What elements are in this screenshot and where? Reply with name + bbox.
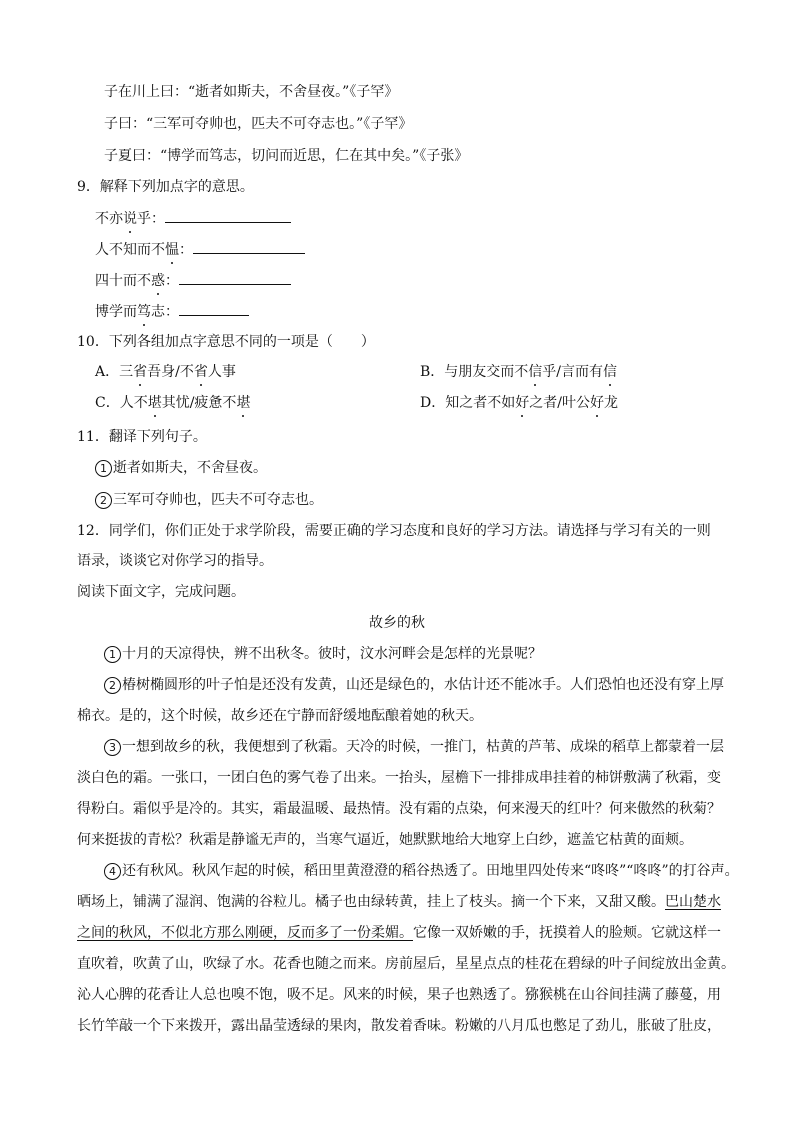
article-p2-line-2: 棉衣。是的，这个时候，故乡还在宁静而舒缓地酝酿着她的秋天。	[77, 708, 483, 724]
circled-number: 2	[104, 677, 121, 694]
article-p4-line-1: 4 还有秋风。秋风乍起的时候，稻田里黄澄澄的稻谷热透了。田地里四处传来“咚咚”“咚咚”的打谷声。	[104, 861, 739, 881]
q11-item-2: 2 三军可夺帅也，匹夫不可夺志也。	[95, 490, 323, 510]
q12-line-2: 语录，谈谈它对你学习的指导。	[77, 553, 273, 569]
article-p4-line-3: 之间的秋风，不似北方那么刚硬，反而多了一份柔媚。它像一双娇嫩的手，抚摸着人的脸颊。它就这样一	[77, 925, 721, 941]
q9-prompt: 9．解释下列加点字的意思。	[77, 179, 254, 195]
circled-number: 1	[95, 460, 112, 477]
underlined-sentence: 巴山楚水	[665, 894, 721, 910]
circled-number: 3	[104, 739, 121, 756]
article-p3-line-2: 淡白色的霜。一张口，一团白色的雾气卷了出来。一抬头，屋檐下一排排成串挂着的柿饼敷满了秋霜，变	[77, 770, 721, 786]
circled-number: 1	[104, 646, 121, 663]
article-p3-line-4: 何来挺拔的青松？秋霜是静谧无声的，当寒气逼近，她默默地给大地穿上白纱，遮盖它枯黄的面颊。	[77, 832, 693, 848]
q10-option-a[interactable]: A．三省吾身/不省人事	[95, 364, 236, 380]
article-p4-line-2: 晒场上，铺满了湿润、饱满的谷粒儿。橘子也由绿转黄，挂上了枝头。摘一个下来，又甜又酸。巴山楚水	[77, 894, 721, 910]
q9-item-4: 博学而笃志：	[95, 301, 249, 322]
q10-prompt: 10．下列各组加点字意思不同的一项是（ ）	[77, 334, 375, 350]
answer-blank[interactable]	[179, 301, 249, 316]
reading-instruction: 阅读下面文字，完成问题。	[77, 584, 245, 600]
q12-line-1: 12．同学们，你们正处于求学阶段，需要正确的学习态度和良好的学习方法。请选择与学习有关的一则	[77, 523, 711, 539]
q11-prompt: 11．翻译下列句子。	[77, 429, 207, 445]
article-p3-line-1: 3 一想到故乡的秋，我便想到了秋霜。天冷的时候，一推门，枯黄的芦苇、成垛的稻草上都蒙着一层	[104, 737, 724, 757]
article-p4-line-6: 长竹竿敲一个下来拨开，露出晶莹透绿的果肉，散发着香味。粉嫩的八月瓜也憋足了劲儿，胀破了肚皮，	[77, 1018, 721, 1034]
article-p1: 1 十月的天凉得快，辨不出秋冬。彼时，汶水河畔会是怎样的光景呢？	[104, 644, 542, 664]
quote-2: 子曰：“三军可夺帅也，匹夫不可夺志也。”《子罕》	[104, 116, 413, 132]
underlined-sentence: 之间的秋风，不似北方那么刚硬，反而多了一份柔媚。	[77, 925, 413, 941]
q10-option-d[interactable]: D．知之者不如好之者/叶公好龙	[420, 395, 618, 411]
q10-option-c[interactable]: C．人不堪其忧/疲惫不堪	[95, 395, 251, 411]
circled-number: 4	[104, 863, 121, 880]
q9-item-2: 人不知而不愠：	[95, 239, 305, 260]
quote-3: 子夏曰：“博学而笃志，切问而近思，仁在其中矣。”《子张》	[104, 148, 469, 164]
answer-blank[interactable]	[165, 208, 291, 223]
q10-option-b[interactable]: B．与朋友交而不信乎/言而有信	[420, 364, 618, 380]
q9-item-1: 不亦说乎：	[95, 208, 291, 229]
q9-item-3: 四十而不惑：	[95, 270, 291, 291]
answer-blank[interactable]	[193, 239, 305, 254]
article-p4-line-4: 直吹着，吹黄了山，吹绿了水。花香也随之而来。房前屋后，星星点点的桂花在碧绿的叶子间绽放出金黄。	[77, 956, 735, 972]
q11-item-1: 1 逝者如斯夫，不舍昼夜。	[95, 458, 267, 478]
article-p3-line-3: 得粉白。霜似乎是冷的。其实，霜最温暖、最热情。没有霜的点染，何来漫天的红叶？何来傲然的秋菊？	[77, 801, 721, 817]
article-title: 故乡的秋	[369, 615, 425, 631]
article-p4-line-5: 沁人心脾的花香让人总也嗅不饱，吸不足。风来的时候，果子也熟透了。猕猴桃在山谷间挂满了藤蔓，用	[77, 987, 721, 1003]
quote-1: 子在川上曰：“逝者如斯夫，不舍昼夜。”《子罕》	[104, 84, 399, 100]
article-p2-line-1: 2 椿树椭圆形的叶子怕是还没有发黄，山还是绿色的，水估计还不能冰手。人们恐怕也还没有穿上厚	[104, 675, 724, 695]
answer-blank[interactable]	[179, 270, 291, 285]
circled-number: 2	[95, 492, 112, 509]
